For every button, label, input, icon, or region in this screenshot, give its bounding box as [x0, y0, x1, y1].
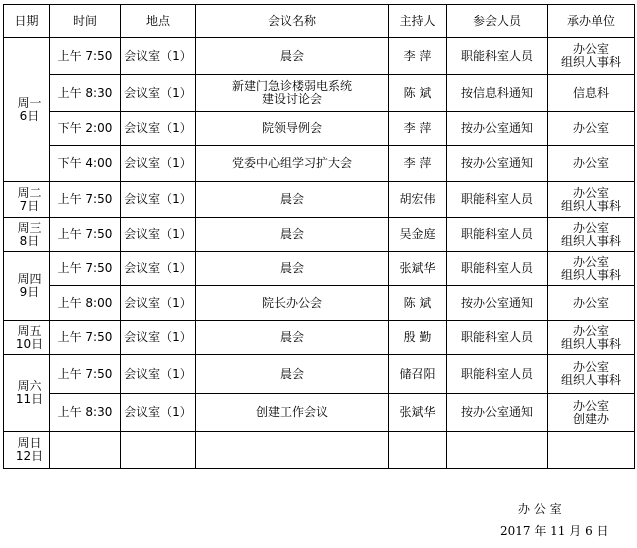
day-date: 8日 — [19, 233, 40, 248]
meeting-organizer-line: 组织人事科 — [560, 55, 621, 69]
day-cell — [4, 38, 50, 182]
day-cell — [4, 182, 50, 218]
meeting-organizer-line: 办公室 — [572, 398, 609, 413]
day-date: 6日 — [19, 108, 40, 123]
meeting-time: 上午 7:50 — [50, 252, 121, 286]
meeting-name — [196, 321, 389, 355]
meeting-attendees: 按办公室通知 — [447, 394, 548, 432]
meeting-host: 张斌华 — [389, 394, 447, 432]
meeting-schedule-table — [3, 4, 635, 469]
meeting-location: 会议室（1） — [121, 286, 196, 321]
table-row — [4, 112, 635, 146]
meeting-host: 吴金庭 — [389, 218, 447, 252]
meeting-host: 李 萍 — [389, 38, 447, 75]
meeting-time — [50, 432, 121, 469]
header-organizer: 承办单位 — [548, 5, 635, 38]
meeting-name — [196, 394, 389, 432]
meeting-name-line: 新建门急诊楼弱电系统 — [231, 79, 352, 93]
meeting-organizer-line: 办公室 — [572, 220, 609, 235]
day-weekday: 周五 — [17, 323, 42, 338]
meeting-time: 上午 7:50 — [50, 38, 121, 75]
meeting-location: 会议室（1） — [121, 218, 196, 252]
table-row — [4, 75, 635, 112]
meeting-time: 上午 7:50 — [50, 355, 121, 394]
meeting-location — [121, 432, 196, 469]
day-weekday: 周二 — [17, 185, 42, 200]
header-meeting: 会议名称 — [196, 5, 389, 38]
footer-date: 2017 年 11 月 6 日 — [500, 524, 609, 538]
meeting-attendees: 职能科室人员 — [447, 38, 548, 75]
meeting-name-line: 晨会 — [279, 192, 304, 206]
meeting-location: 会议室（1） — [121, 321, 196, 355]
meeting-location: 会议室（1） — [121, 146, 196, 182]
meeting-name-line: 院领导例会 — [261, 121, 322, 135]
meeting-host: 李 萍 — [389, 146, 447, 182]
meeting-location: 会议室（1） — [121, 182, 196, 218]
meeting-host: 殷 勤 — [389, 321, 447, 355]
meeting-organizer-line: 办公室 — [572, 360, 609, 374]
meeting-organizer-line: 办公室 — [572, 254, 609, 269]
table-row — [4, 394, 635, 432]
meeting-name-line: 晨会 — [279, 227, 304, 241]
meeting-name-line: 建设讨论会 — [261, 92, 322, 106]
meeting-organizer — [548, 146, 635, 182]
meeting-name — [196, 75, 389, 112]
day-weekday: 周日 — [17, 436, 42, 450]
meeting-organizer — [548, 355, 635, 394]
meeting-name — [196, 355, 389, 394]
day-weekday: 周一 — [17, 95, 42, 110]
meeting-organizer-line: 组织人事科 — [560, 267, 621, 282]
meeting-location: 会议室（1） — [121, 394, 196, 432]
meeting-name-line: 晨会 — [279, 261, 304, 275]
header-date: 日期 — [4, 5, 50, 38]
table-row — [4, 432, 635, 469]
meeting-time: 上午 8:30 — [50, 394, 121, 432]
meeting-organizer — [548, 252, 635, 286]
meeting-host: 陈 斌 — [389, 75, 447, 112]
day-cell — [4, 321, 50, 355]
meeting-name-line: 创建工作会议 — [255, 405, 328, 419]
meeting-organizer-line: 办公室 — [572, 185, 609, 200]
day-cell — [4, 432, 50, 469]
meeting-organizer-line: 组织人事科 — [560, 373, 621, 387]
meeting-host — [389, 432, 447, 469]
day-date: 10日 — [15, 336, 44, 351]
meeting-organizer-line: 办公室 — [572, 323, 609, 338]
meeting-organizer — [548, 218, 635, 252]
day-date: 12日 — [15, 449, 44, 463]
meeting-name — [196, 286, 389, 321]
footer-organization: 办 公 室 — [518, 502, 562, 516]
meeting-host: 陈 斌 — [389, 286, 447, 321]
meeting-organizer-line: 办公室 — [572, 42, 609, 56]
meeting-attendees: 按办公室通知 — [447, 286, 548, 321]
meeting-time: 下午 4:00 — [50, 146, 121, 182]
meeting-host: 胡宏伟 — [389, 182, 447, 218]
meeting-name-line: 晨会 — [279, 48, 304, 63]
meeting-organizer-line: 创建办 — [572, 411, 609, 426]
day-weekday: 周四 — [17, 272, 42, 286]
day-cell — [4, 218, 50, 252]
table-row — [4, 38, 635, 75]
meeting-location: 会议室（1） — [121, 75, 196, 112]
meeting-organizer — [548, 112, 635, 146]
meeting-organizer — [548, 432, 635, 469]
meeting-organizer-line: 办公室 — [572, 295, 609, 310]
day-cell — [4, 252, 50, 321]
table-row — [4, 182, 635, 218]
meeting-organizer-line: 信息科 — [572, 85, 609, 100]
meeting-organizer-line: 办公室 — [572, 156, 609, 170]
meeting-name — [196, 146, 389, 182]
meeting-organizer-line: 组织人事科 — [560, 233, 621, 248]
meeting-name — [196, 38, 389, 75]
meeting-name-line: 晨会 — [279, 366, 304, 381]
table-row — [4, 321, 635, 355]
meeting-attendees: 职能科室人员 — [447, 218, 548, 252]
meeting-host: 李 萍 — [389, 112, 447, 146]
meeting-name-line: 晨会 — [279, 330, 304, 344]
meeting-organizer — [548, 38, 635, 75]
meeting-name — [196, 112, 389, 146]
meeting-name-line: 院长办公会 — [261, 295, 322, 310]
meeting-name — [196, 182, 389, 218]
meeting-host: 张斌华 — [389, 252, 447, 286]
header-time: 时间 — [50, 5, 121, 38]
meeting-time: 下午 2:00 — [50, 112, 121, 146]
table-row — [4, 146, 635, 182]
meeting-organizer-line: 办公室 — [572, 121, 609, 135]
header-host: 主持人 — [389, 5, 447, 38]
meeting-organizer — [548, 75, 635, 112]
meeting-attendees: 职能科室人员 — [447, 355, 548, 394]
day-date: 11日 — [15, 392, 44, 406]
day-weekday: 周三 — [17, 220, 42, 235]
meeting-attendees: 按信息科通知 — [447, 75, 548, 112]
meeting-organizer-line: 组织人事科 — [560, 198, 621, 213]
meeting-location: 会议室（1） — [121, 38, 196, 75]
meeting-organizer-line: 组织人事科 — [560, 336, 621, 351]
meeting-organizer — [548, 286, 635, 321]
meeting-time: 上午 8:30 — [50, 75, 121, 112]
meeting-attendees: 职能科室人员 — [447, 182, 548, 218]
meeting-name — [196, 432, 389, 469]
meeting-time: 上午 8:00 — [50, 286, 121, 321]
meeting-location: 会议室（1） — [121, 252, 196, 286]
meeting-name-line: 党委中心组学习扩大会 — [231, 156, 352, 170]
meeting-name — [196, 252, 389, 286]
meeting-host: 储召阳 — [389, 355, 447, 394]
table-row — [4, 286, 635, 321]
header-attendees: 参会人员 — [447, 5, 548, 38]
day-cell — [4, 355, 50, 432]
meeting-location: 会议室（1） — [121, 112, 196, 146]
meeting-location: 会议室（1） — [121, 355, 196, 394]
meeting-time: 上午 7:50 — [50, 321, 121, 355]
day-weekday: 周六 — [17, 379, 42, 393]
meeting-attendees: 职能科室人员 — [447, 321, 548, 355]
meeting-name — [196, 218, 389, 252]
meeting-time: 上午 7:50 — [50, 218, 121, 252]
header-row — [4, 5, 635, 38]
meeting-time: 上午 7:50 — [50, 182, 121, 218]
day-date: 9日 — [19, 285, 40, 299]
table-row — [4, 355, 635, 394]
meeting-attendees: 按办公室通知 — [447, 112, 548, 146]
meeting-organizer — [548, 394, 635, 432]
table-row — [4, 218, 635, 252]
meeting-attendees: 职能科室人员 — [447, 252, 548, 286]
meeting-attendees: 按办公室通知 — [447, 146, 548, 182]
day-date: 7日 — [19, 198, 40, 213]
header-location: 地点 — [121, 5, 196, 38]
meeting-organizer — [548, 321, 635, 355]
schedule-body — [4, 38, 635, 469]
meeting-organizer — [548, 182, 635, 218]
table-row — [4, 252, 635, 286]
meeting-attendees — [447, 432, 548, 469]
